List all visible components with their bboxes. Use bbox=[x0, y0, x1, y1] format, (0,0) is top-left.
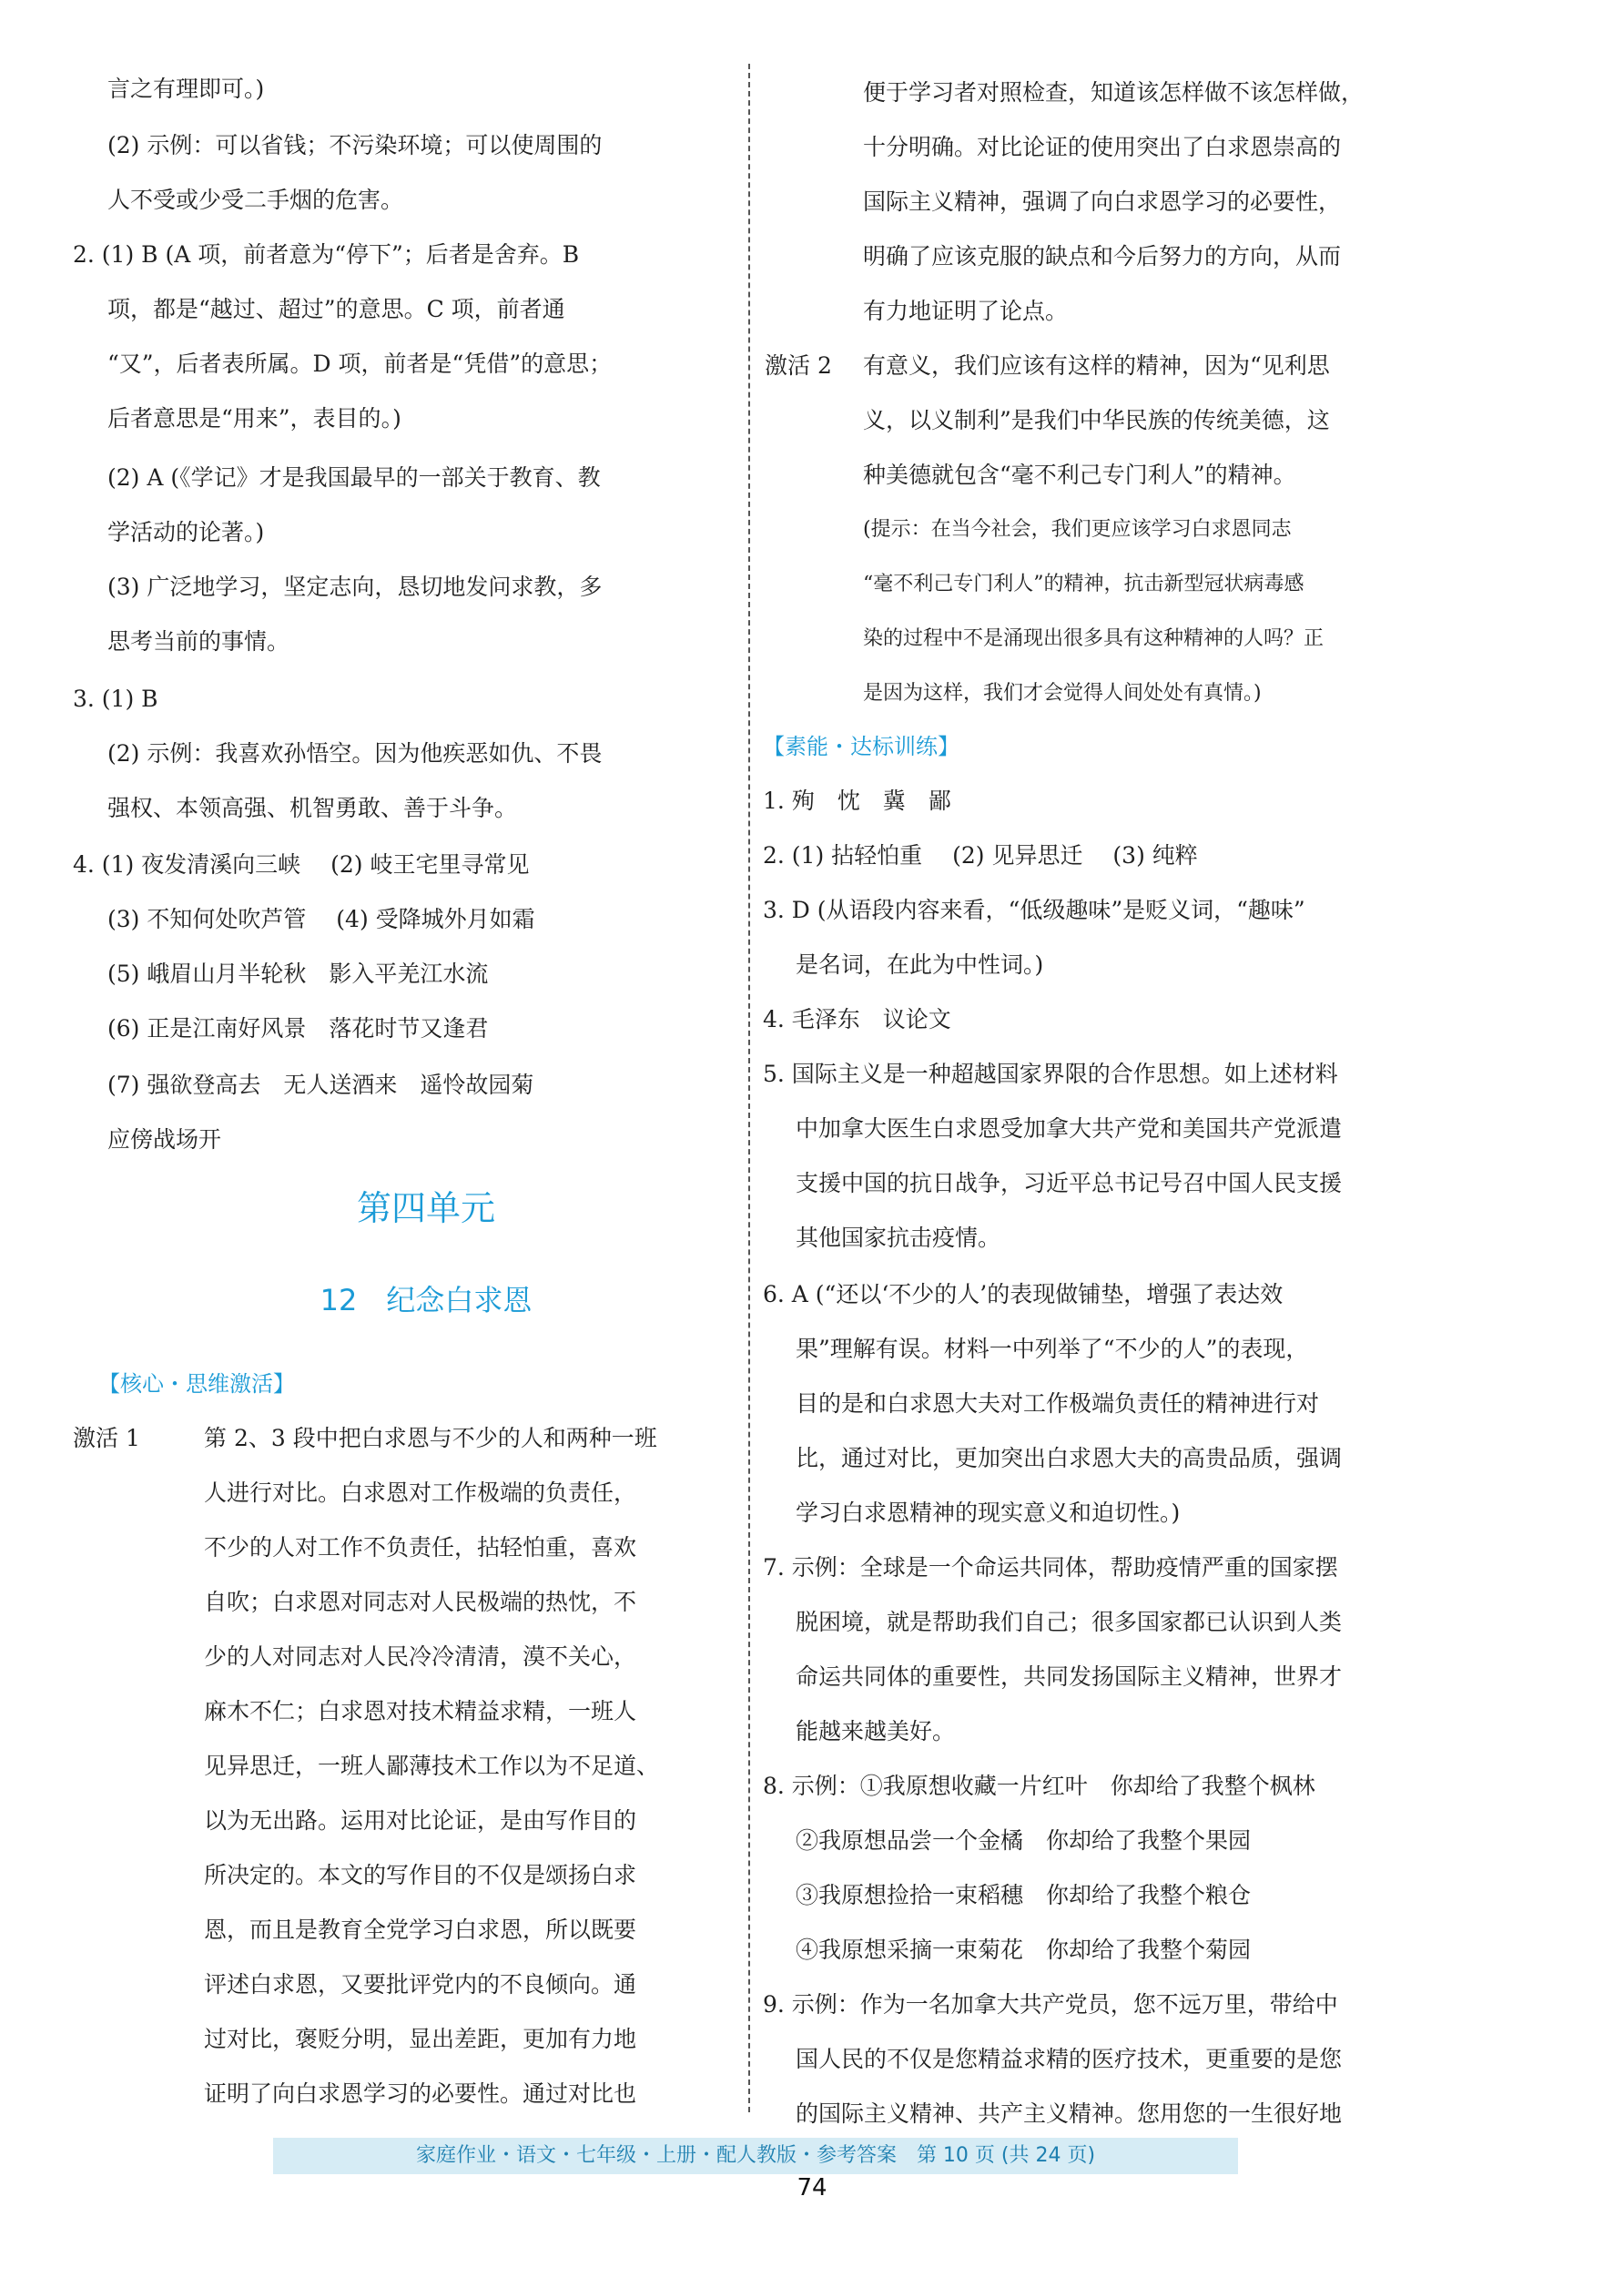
answer-line: 果”理解有误。材料一中列举了“不少的人”的表现， bbox=[796, 1336, 1309, 1362]
answer-line: 恩，而且是教育全党学习白求恩，所以既要 bbox=[204, 1917, 637, 1943]
answer-line: 明确了应该克服的缺点和今后努力的方向，从而 bbox=[863, 243, 1342, 269]
answer-line: 1. 殉 忱 冀 鄙 bbox=[763, 788, 951, 814]
answer-line: 7. 示例：全球是一个命运共同体，帮助疫情严重的国家摆 bbox=[763, 1554, 1338, 1581]
answer-line: 见异思迁，一班人鄙薄技术工作以为不足道、 bbox=[204, 1753, 660, 1779]
answer-line: 人不受或少受二手烟的危害。 bbox=[107, 187, 404, 213]
answer-line: 强权、本领高强、机智勇敢、善于斗争。 bbox=[107, 795, 518, 821]
answer-line: 其他国家抗击疫情。 bbox=[796, 1225, 1001, 1251]
answer-line: 后者意思是“用来”，表目的。) bbox=[107, 405, 401, 432]
answer-line: 国际主义精神，强调了向白求恩学习的必要性， bbox=[863, 188, 1342, 215]
answer-line: 证明了向白求恩学习的必要性。通过对比也 bbox=[204, 2080, 637, 2107]
answer-line: (2) 示例：可以省钱；不污染环境；可以使周围的 bbox=[107, 132, 603, 158]
answer-line: 支援中国的抗日战争，习近平总书记号召中国人民支援 bbox=[796, 1170, 1343, 1196]
answer-line: 比，通过对比，更加突出白求恩大夫的高贵品质，强调 bbox=[796, 1445, 1343, 1471]
answer-line: 过对比，褒贬分明，显出差距，更加有力地 bbox=[204, 2026, 637, 2052]
answer-line: 脱困境，就是帮助我们自己；很多国家都已认识到人类 bbox=[796, 1609, 1343, 1635]
answer-line: ④我原想采摘一束菊花 你却给了我整个菊园 bbox=[796, 1937, 1252, 1963]
answer-line: 种美德就包含“毫不利己专门利人”的精神。 bbox=[863, 462, 1296, 488]
answer-line: 不少的人对工作不负责任，拈轻怕重，喜欢 bbox=[204, 1534, 637, 1561]
lesson-title: 12 纪念白求恩 bbox=[320, 1283, 533, 1317]
answer-line: 评述白求恩，又要批评党内的不良倾向。通 bbox=[204, 1971, 637, 1998]
answer-line: 便于学习者对照检查，知道该怎样做不该怎样做， bbox=[863, 79, 1365, 106]
answer-line: 4. 毛泽东 议论文 bbox=[763, 1006, 951, 1032]
answer-line: (2) 示例：我喜欢孙悟空。因为他疾恶如仇、不畏 bbox=[107, 740, 603, 767]
answer-line: (7) 强欲登高去 无人送酒来 遥怜故园菊 bbox=[107, 1072, 534, 1098]
answer-line: 6. A (“还以‘不少的人’的表现做铺垫，增强了表达效 bbox=[763, 1281, 1284, 1307]
answer-line: 中加拿大医生白求恩受加拿大共产党和美国共产党派遣 bbox=[796, 1115, 1343, 1142]
answer-line: 4. (1) 夜发清溪向三峡 (2) 岐王宅里寻常见 bbox=[73, 851, 530, 878]
unit-title: 第四单元 bbox=[356, 1188, 495, 1228]
answer-line: 学活动的论著。) bbox=[107, 519, 265, 545]
answer-line: (3) 不知何处吹芦管 (4) 受降城外月如霜 bbox=[107, 906, 535, 932]
answer-line: 有意义，我们应该有这样的精神，因为“见利思 bbox=[863, 352, 1330, 379]
answer-line: 3. D (从语段内容来看，“低级趣味”是贬义词，“趣味” bbox=[763, 897, 1305, 923]
hint-line: 染的过程中不是涌现出很多具有这种精神的人吗？正 bbox=[863, 627, 1325, 650]
answer-line: 的国际主义精神、共产主义精神。您用您的一生很好地 bbox=[796, 2100, 1343, 2127]
page-number: 74 bbox=[797, 2174, 827, 2202]
answer-line: 第 2、3 段中把白求恩与不少的人和两种一班 bbox=[204, 1425, 657, 1451]
answer-line: 十分明确。对比论证的使用突出了白求恩崇高的 bbox=[863, 134, 1342, 160]
footer-bar: 家庭作业・语文・七年级・上册・配人教版・参考答案 第 10 页 (共 24 页) bbox=[273, 2138, 1238, 2174]
column-divider bbox=[748, 64, 750, 2112]
answer-line: (5) 峨眉山月半轮秋 影入平羌江水流 bbox=[107, 961, 489, 987]
answer-line: “又”，后者表所属。D 项，前者是“凭借”的意思； bbox=[107, 351, 613, 377]
section-label: 【核心・思维激活】 bbox=[98, 1371, 295, 1397]
answer-line: 国人民的不仅是您精益求精的医疗技术，更重要的是您 bbox=[796, 2046, 1343, 2072]
answer-line: 目的是和白求恩大夫对工作极端负责任的精神进行对 bbox=[796, 1390, 1320, 1417]
answer-line: 命运共同体的重要性，共同发扬国际主义精神，世界才 bbox=[796, 1663, 1343, 1690]
answer-line: 学习白求恩精神的现实意义和迫切性。) bbox=[796, 1500, 1181, 1526]
answer-line: 有力地证明了论点。 bbox=[863, 298, 1069, 324]
answer-line: 5. 国际主义是一种超越国家界限的合作思想。如上述材料 bbox=[763, 1061, 1338, 1087]
answer-line: 少的人对同志对人民冷冷清清，漠不关心， bbox=[204, 1643, 637, 1670]
answer-line: (3) 广泛地学习，坚定志向，恳切地发问求教，多 bbox=[107, 574, 603, 600]
answer-line: ②我原想品尝一个金橘 你却给了我整个果园 bbox=[796, 1827, 1252, 1854]
hint-line: (提示：在当今社会，我们更应该学习白求恩同志 bbox=[863, 518, 1292, 541]
answer-line: (6) 正是江南好风景 落花时节又逢君 bbox=[107, 1015, 489, 1042]
hint-line: “毫不利己专门利人”的精神，抗击新型冠状病毒感 bbox=[863, 573, 1304, 595]
answer-line: 自吹；白求恩对同志对人民极端的热忱，不 bbox=[204, 1589, 637, 1615]
answer-line: 思考当前的事情。 bbox=[107, 628, 290, 655]
answer-line: 义，以义制利”是我们中华民族的传统美德，这 bbox=[863, 407, 1330, 433]
activation-label: 激活 2 bbox=[765, 352, 832, 379]
answer-line: 能越来越美好。 bbox=[796, 1718, 956, 1744]
answer-line: 所决定的。本文的写作目的不仅是颂扬白求 bbox=[204, 1862, 637, 1888]
answer-line: 应傍战场开 bbox=[107, 1126, 222, 1153]
answer-line: 人进行对比。白求恩对工作极端的负责任， bbox=[204, 1480, 637, 1506]
answer-line: 8. 示例：①我原想收藏一片红叶 你却给了我整个枫林 bbox=[763, 1773, 1315, 1799]
answer-line: 3. (1) B bbox=[73, 686, 158, 712]
answer-line: 项，都是“越过、超过”的意思。C 项，前者通 bbox=[107, 296, 565, 322]
answer-line: 2. (1) 拈轻怕重 (2) 见异思迁 (3) 纯粹 bbox=[763, 842, 1198, 869]
section-label: 【素能・达标训练】 bbox=[763, 734, 959, 759]
activation-label: 激活 1 bbox=[73, 1425, 140, 1451]
answer-line: ③我原想捡拾一束稻穗 你却给了我整个粮仓 bbox=[796, 1882, 1252, 1908]
answer-line: 9. 示例：作为一名加拿大共产党员，您不远万里，带给中 bbox=[763, 1991, 1338, 2018]
answer-line: 是名词，在此为中性词。) bbox=[796, 951, 1044, 978]
answer-line: 麻木不仁；白求恩对技术精益求精，一班人 bbox=[204, 1698, 637, 1724]
answer-line: 以为无出路。运用对比论证，是由写作目的 bbox=[204, 1807, 637, 1834]
answer-line: (2) A (《学记》才是我国最早的一部关于教育、教 bbox=[107, 464, 601, 491]
answer-line: 言之有理即可。) bbox=[107, 76, 265, 102]
answer-line: 2. (1) B (A 项，前者意为“停下”；后者是舍弃。B bbox=[73, 241, 580, 268]
hint-line: 是因为这样，我们才会觉得人间处处有真情。) bbox=[863, 682, 1262, 705]
